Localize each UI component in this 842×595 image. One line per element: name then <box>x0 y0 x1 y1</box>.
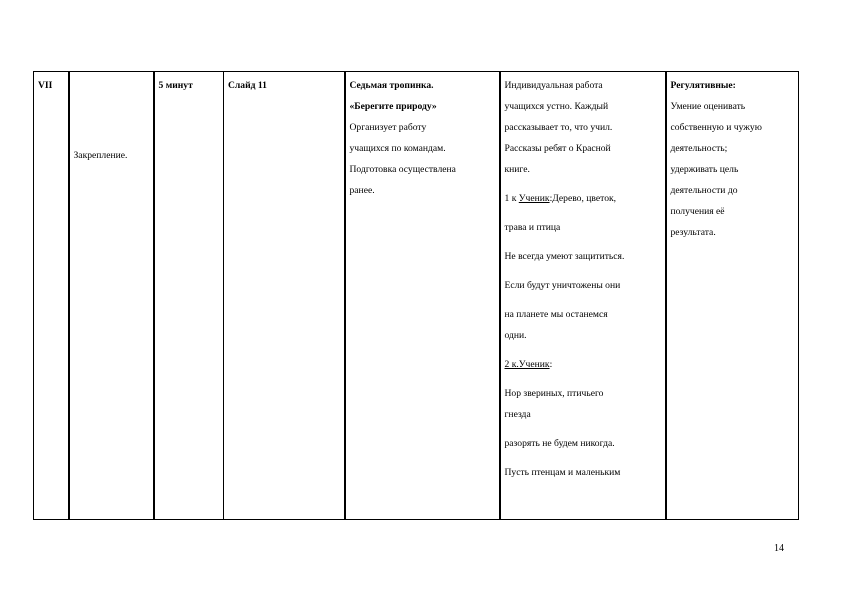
slide-label: Слайд 11 <box>228 80 267 91</box>
stage-number: VII <box>38 80 53 91</box>
student-paragraph: трава и птица <box>504 222 561 233</box>
student-paragraph: Пусть птенцам и маленьким <box>504 467 621 478</box>
teacher-line: учащихся по командам. <box>349 143 446 154</box>
uud-line: собственную и чужую <box>670 122 762 133</box>
lesson-plan-table <box>33 71 799 520</box>
student-paragraph: Не всегда умеют защититься. <box>504 251 625 262</box>
uud-cell <box>666 72 799 520</box>
student-activity-cell <box>500 72 666 520</box>
uud-line: деятельность; <box>670 143 728 154</box>
student-intro-line: Индивидуальная работа <box>504 80 603 91</box>
teacher-subheading: «Берегите природу» <box>349 101 437 112</box>
stage-name-cell <box>69 72 154 520</box>
student-2-suffix: : <box>549 359 553 370</box>
student-paragraph: гнезда <box>504 409 531 420</box>
teacher-line: ранее. <box>349 185 375 196</box>
teacher-heading: Седьмая тропинка. <box>349 80 434 91</box>
student-paragraph <box>505 354 661 375</box>
uud-line: деятельности до <box>670 185 738 196</box>
slide-cell <box>224 72 345 520</box>
time-value: 5 минут <box>158 80 193 91</box>
uud-line: результата. <box>670 227 716 238</box>
page-number: 14 <box>774 543 784 554</box>
student-intro-line: учащихся устно. Каждый <box>504 101 609 112</box>
student-1-text: :Дерево, цветок, <box>549 193 617 204</box>
teacher-activity-cell <box>345 72 500 520</box>
student-paragraph: Если будут уничтожены они <box>504 280 621 291</box>
time-cell <box>154 72 224 520</box>
uud-line: Умение оценивать <box>670 101 746 112</box>
student-1-prefix: 1 к <box>504 193 519 204</box>
student-paragraph: разорять не будем никогда. <box>504 438 615 449</box>
uud-line: удерживать цель <box>670 164 739 175</box>
teacher-line: Организует работу <box>349 122 427 133</box>
uud-heading: Регулятивные: <box>670 80 736 91</box>
student-paragraph: Нор звериных, птичьего <box>504 388 604 399</box>
student-intro-line: книге. <box>504 164 530 175</box>
student-2-label: 2 к.Ученик <box>504 359 550 370</box>
teacher-line: Подготовка осуществлена <box>349 164 456 175</box>
stage-number-cell <box>34 72 69 520</box>
student-paragraph: на планете мы останемся <box>504 309 608 320</box>
stage-name: Закрепление. <box>73 150 128 161</box>
student-intro-line: Рассказы ребят о Красной <box>504 143 611 154</box>
table-row <box>34 72 799 520</box>
student-1-label: Ученик <box>518 193 550 204</box>
student-intro-line: рассказывает то, что учил. <box>504 122 613 133</box>
student-paragraph: одни. <box>504 330 527 341</box>
student-paragraph <box>505 188 661 209</box>
uud-line: получения её <box>670 206 725 217</box>
